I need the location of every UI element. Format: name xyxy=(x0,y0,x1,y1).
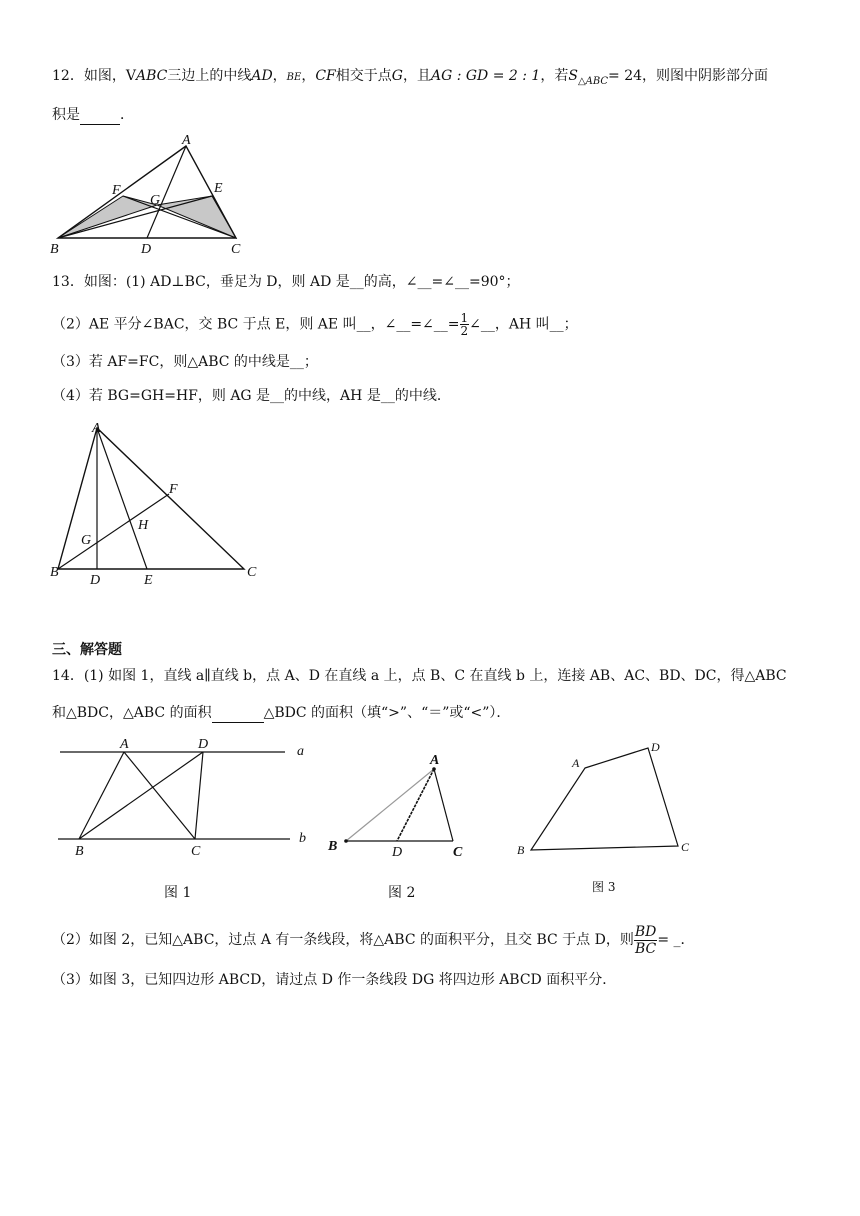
bd-over-bc-fraction: $\frac{BD}{BC}$ xyxy=(634,923,657,957)
q14-compare-blank[interactable] xyxy=(212,702,264,723)
q13-label-c: C xyxy=(247,565,257,580)
fig1 xyxy=(50,736,320,861)
q13-figure xyxy=(48,420,273,590)
q12-label-d: D xyxy=(141,242,152,257)
fig3-quadrilateral xyxy=(531,748,678,850)
q14-line3: （2）如图 2，已知△ABC，过点 A 有一条线段，将△ABC 的面积平分，且交 BC 于点 D，则 $\frac{BD}{BC}$ = _． xyxy=(52,923,695,957)
fig1-label-line-b: b xyxy=(299,831,306,846)
fig2-label-c: C xyxy=(453,845,463,860)
q12-figure xyxy=(48,133,258,258)
fig2-label-b: B xyxy=(328,839,338,854)
fig1-caption: 图 1 xyxy=(164,885,192,901)
fig3-label-d: D xyxy=(651,740,660,754)
fig3-caption: 图 3 xyxy=(592,880,616,894)
q13-label-d: D xyxy=(90,573,101,588)
q12-label-g: G xyxy=(150,193,161,208)
q14-line4: （3）如图 3，已知四边形 ABCD，请过点 D 作一条线段 DG 将四边形 ABCD 面积平分． xyxy=(52,972,617,988)
fig2 xyxy=(326,746,476,861)
fig2-label-d: D xyxy=(392,845,403,860)
q13-line2: （2）AE 平分∠BAC，交 BC 于点 E，则 AE 叫__，∠__=∠__= $\frac{1}{2}$ ∠__，AH 叫__； xyxy=(52,311,578,338)
fig3-label-a: A xyxy=(572,756,580,770)
section-heading: 三、解答题 xyxy=(52,642,122,658)
q13-label-e: E xyxy=(144,573,153,588)
fig3-label-c: C xyxy=(681,840,690,854)
q12-label-e: E xyxy=(214,181,223,196)
q13-line4: （4）若 BG=GH=HF，则 AG 是__的中线，AH 是__的中线． xyxy=(52,388,451,404)
q12-label-a: A xyxy=(182,133,191,148)
q13-label-f: F xyxy=(169,482,178,497)
q13-label-h: H xyxy=(138,518,149,533)
q13-label-b: B xyxy=(50,565,59,580)
q13-line3: （3）若 AF=FC，则△ABC 的中线是__； xyxy=(52,354,318,370)
q13-label-g: G xyxy=(81,533,92,548)
q14-line1: 14．(1) 如图 1，直线 a∥直线 b，点 A、D 在直线 a 上，点 B、C 在直线 b 上，连接 AB、AC、BD、DC，得△ABC xyxy=(52,668,787,684)
q14-line2: 和△BDC，△ABC 的面积 △BDC 的面积（填“>”、“＝”或“<”）． xyxy=(52,702,510,723)
q12-label-f: F xyxy=(112,183,121,198)
q12-line2: 积是 ． xyxy=(52,104,134,125)
one-half-fraction: $\frac{1}{2}$ xyxy=(460,311,469,338)
q12-label-c: C xyxy=(231,242,241,257)
fig1-label-d: D xyxy=(198,737,209,752)
fig1-label-c: C xyxy=(191,844,201,859)
fig2-label-a: A xyxy=(430,753,440,768)
q13-line1: 13．如图：(1) AD⊥BC，垂足为 D，则 AD 是__的高，∠__=∠__=90°； xyxy=(52,274,520,290)
q12-line1: 12．如图，VABC三边上的中线AD，BE，CF相交于点G，且AG : GD = 2 : 1，若$S_{\triangle ABC}= 24$，则图中阴影部分面 xyxy=(52,68,769,87)
q12-label-b: B xyxy=(50,242,59,257)
fig3-label-b: B xyxy=(517,843,525,857)
q13-label-a: A xyxy=(92,421,101,436)
fig3 xyxy=(514,738,704,863)
fig2-caption: 图 2 xyxy=(388,885,416,901)
q12-answer-blank[interactable] xyxy=(80,104,120,125)
fig1-label-line-a: a xyxy=(297,744,304,759)
fig1-label-b: B xyxy=(75,844,84,859)
fig1-label-a: A xyxy=(120,737,129,752)
